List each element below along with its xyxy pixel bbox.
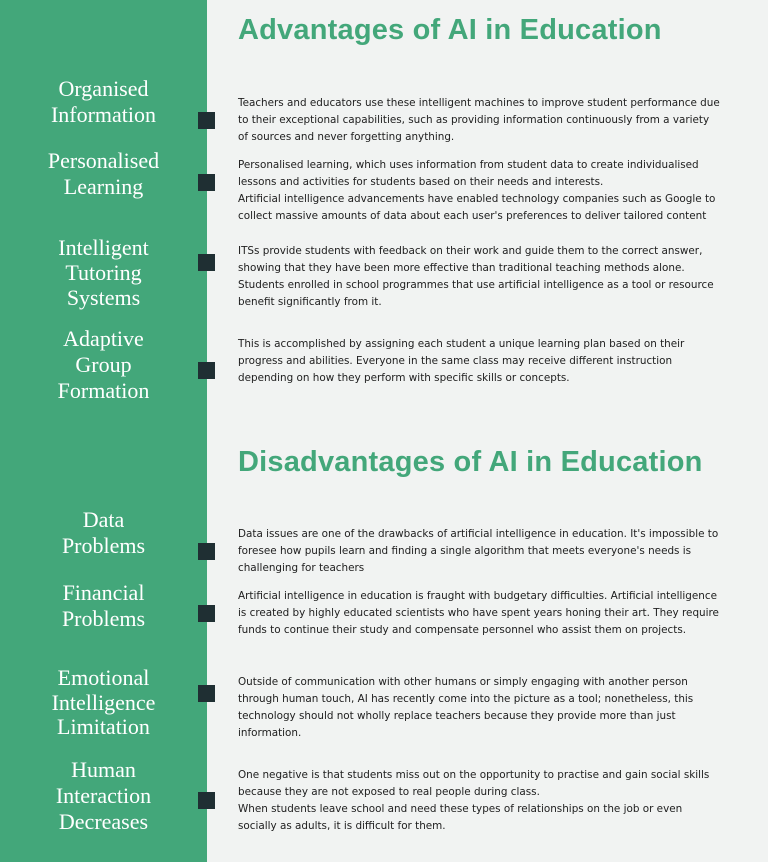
marker-square — [198, 605, 215, 622]
marker-square — [198, 112, 215, 129]
advantages-heading: Advantages of AI in Education — [238, 14, 662, 46]
label-data-problems: Data Problems — [61, 507, 146, 558]
label-organised-information: Organised Information — [50, 76, 157, 127]
desc-personalised-learning: Personalised learning, which uses information from student data to create individualised lessons and activities for students based on their needs and interests. Artificial intelligence advancements have enabled technology companies such as Google to collect massive amounts of data about each user's preferences to deliver tailored content — [238, 159, 716, 222]
marker-square — [198, 254, 215, 271]
label-emotional-intelligence-limitation: Emotional Intelligence Limitation — [51, 665, 156, 739]
label-financial-problems: Financial Problems — [61, 580, 146, 631]
label-adaptive-group-formation: Adaptive Group Formation — [57, 326, 150, 403]
marker-square — [198, 792, 215, 809]
label-personalised-learning: Personalised Learning — [47, 148, 160, 199]
desc-organised-information: Teachers and educators use these intelligent machines to improve student performance due to their exceptional capabilities, such as providing information continuously from a variety of sources and never forgetting anything. — [238, 97, 720, 143]
marker-square — [198, 685, 215, 702]
desc-adaptive-group-formation: This is accomplished by assigning each student a unique learning plan based on their progress and abilities. Everyone in the same class may receive different instruction depending on how they perform with specific skills or concepts. — [238, 338, 685, 384]
marker-square — [198, 174, 215, 191]
marker-square — [198, 543, 215, 560]
desc-human-interaction-decreases: One negative is that students miss out on the opportunity to practise and gain social skills because they are not exposed to real people during class. When students leave school and need these types of relationships on the job or even socially as adults, it is difficult for them. — [238, 769, 710, 832]
label-intelligent-tutoring-systems: Intelligent Tutoring Systems — [58, 235, 149, 310]
desc-data-problems: Data issues are one of the drawbacks of artificial intelligence in education. It's impossible to foresee how pupils learn and finding a single algorithm that meets everyone's needs is challenging for teachers — [238, 528, 719, 574]
desc-financial-problems: Artificial intelligence in education is fraught with budgetary difficulties. Artificial intelligence is created by highly educated scientists who have spent years honing their art. They require funds to continue their study and compensate personnel who assist them on projects. — [238, 590, 719, 636]
marker-square — [198, 362, 215, 379]
label-human-interaction-decreases: Human Interaction Decreases — [55, 757, 152, 834]
desc-intelligent-tutoring-systems: ITSs provide students with feedback on their work and guide them to the correct answer, showing that they have been more effective than traditional teaching methods alone. Students enrolled in school programmes that use artificial intelligence as a tool or resource benefit significantly from it. — [238, 245, 714, 308]
desc-emotional-intelligence-limitation: Outside of communication with other humans or simply engaging with another person through human touch, AI has recently come into the picture as a tool; nonetheless, this technology should not wholly replace teachers because they provide more than just information. — [238, 676, 694, 739]
disadvantages-heading: Disadvantages of AI in Education — [238, 446, 703, 478]
